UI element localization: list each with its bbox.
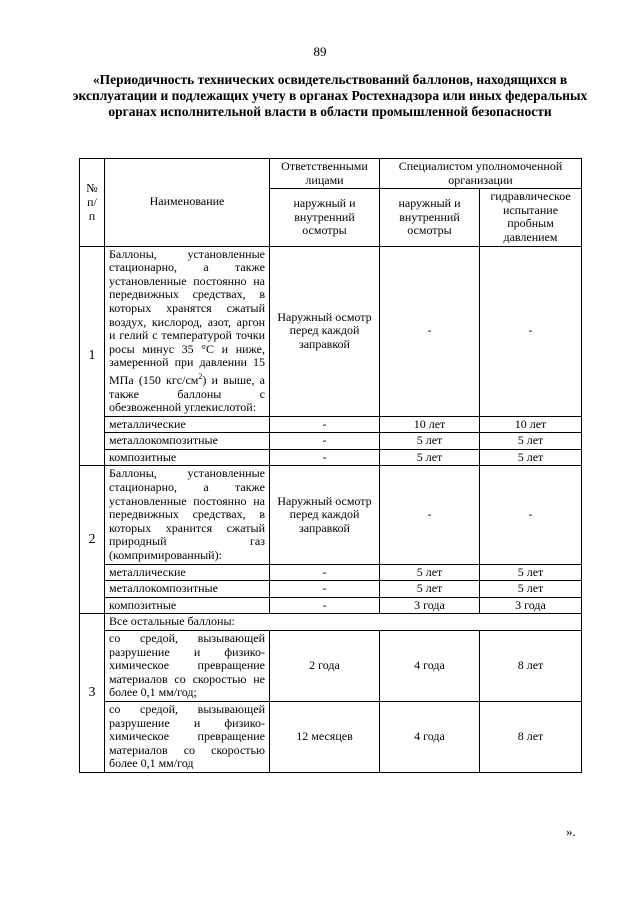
header-resp-inspection: наружный и внутренний осмотры — [270, 189, 380, 246]
medium-cell: со средой, вызывающей разрушение и физико-химическое превращение материалов со скоростью не более 0,1 мм/год; — [105, 631, 270, 702]
specialist-cell: 5 лет — [380, 564, 480, 581]
material-cell: металлические — [105, 564, 270, 581]
responsible-cell: - — [270, 449, 380, 466]
specialist-cell: 5 лет — [380, 581, 480, 598]
specialist-cell: 10 лет — [380, 416, 480, 433]
table-row — [80, 581, 582, 598]
specialist-cell: 5 лет — [380, 449, 480, 466]
table-row — [80, 466, 582, 564]
table-row — [80, 614, 582, 631]
hydraulic-cell: 5 лет — [480, 581, 582, 598]
hydraulic-cell: 5 лет — [480, 449, 582, 466]
row-number: 3 — [80, 614, 105, 773]
group-description: Все остальные баллоны: — [105, 614, 582, 631]
medium-cell: со средой, вызывающей разрушение и физико-химическое превращение материалов со скоростью более 0,1 мм/год — [105, 701, 270, 772]
specialist-cell: 4 года — [380, 631, 480, 702]
hydraulic-cell: - — [480, 246, 582, 416]
row-number: 1 — [80, 246, 105, 466]
header-name: Наименование — [105, 159, 270, 247]
hydraulic-cell: - — [480, 466, 582, 564]
specialist-cell: - — [380, 246, 480, 416]
specialist-cell: 5 лет — [380, 433, 480, 450]
material-cell: композитные — [105, 449, 270, 466]
table-row — [80, 246, 582, 416]
table-row — [80, 433, 582, 450]
responsible-cell: - — [270, 416, 380, 433]
inspection-table — [79, 158, 582, 773]
table-row — [80, 631, 582, 702]
responsible-cell: - — [270, 564, 380, 581]
group-description: Баллоны, установленные стационарно, а также установленные постоянно на передвижных средствах, в которых хранится сжатый природный газ (компримированный): — [105, 466, 270, 564]
table-header-row — [80, 159, 582, 189]
header-specialist: Специалистом уполномоченной организации — [380, 159, 582, 189]
hydraulic-cell: 10 лет — [480, 416, 582, 433]
hydraulic-cell: 3 года — [480, 597, 582, 614]
hydraulic-cell: 8 лет — [480, 631, 582, 702]
responsible-cell: 12 месяцев — [270, 701, 380, 772]
table-row — [80, 701, 582, 772]
header-hydraulic: гидравлическое испытание пробным давлением — [480, 189, 582, 246]
table-row — [80, 564, 582, 581]
material-cell: композитные — [105, 597, 270, 614]
closing-quote: ». — [566, 824, 576, 839]
specialist-cell: 3 года — [380, 597, 480, 614]
responsible-cell: 2 года — [270, 631, 380, 702]
table-row — [80, 416, 582, 433]
specialist-cell: - — [380, 466, 480, 564]
material-cell: металлические — [105, 416, 270, 433]
page-number: 89 — [313, 44, 327, 59]
header-responsible: Ответственными лицами — [270, 159, 380, 189]
hydraulic-cell: 8 лет — [480, 701, 582, 772]
material-cell: металлокомпозитные — [105, 433, 270, 450]
header-num: № п/п — [80, 159, 105, 247]
hydraulic-cell: 5 лет — [480, 433, 582, 450]
row-number: 2 — [80, 466, 105, 614]
group-description: Баллоны, установленные стационарно, а также установленные постоянно на передвижных средствах, в которых хранятся сжатый воздух, кислород, азот, аргон и гелий с температурой точки росы минус 35 °С и ниже, замеренной при давлении 15 МПа (150 кгс/$см^2$) и выше, а также баллоны с обезвоженной углекислотой: — [105, 246, 270, 416]
document-title: «Периодичность технических освидетельствований баллонов, находящихся в эксплуатации и подлежащих учету в органах Ростехнадзора или иных федеральных органах исполнительной власти в области промышленной безопасности — [72, 72, 588, 119]
responsible-cell: - — [270, 597, 380, 614]
responsible-cell: - — [270, 581, 380, 598]
table-row — [80, 597, 582, 614]
material-cell: металлокомпозитные — [105, 581, 270, 598]
specialist-cell: 4 года — [380, 701, 480, 772]
table-row — [80, 449, 582, 466]
hydraulic-cell: 5 лет — [480, 564, 582, 581]
responsible-cell: - — [270, 433, 380, 450]
responsible-cell: Наружный осмотр перед каждой заправкой — [270, 466, 380, 564]
responsible-cell: Наружный осмотр перед каждой заправкой — [270, 246, 380, 416]
header-spec-inspection: наружный и внутренний осмотры — [380, 189, 480, 246]
